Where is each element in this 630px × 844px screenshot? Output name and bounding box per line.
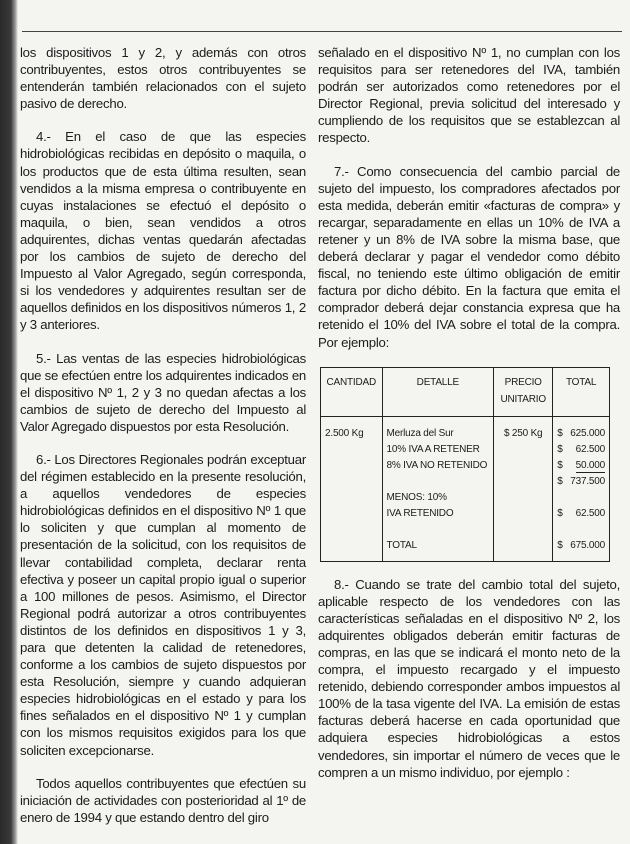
left-column: [20, 44, 306, 842]
paragraph-5: 5.- Las ventas de las especies hidrobiológicas que se efectúen entre los adquirentes indicados en el dispositivo Nº 1, 2 y 3 no quedan afectas a los cambios de sujeto de derecho del Impuesto al Valor Agregado dispuestos por esta Resolución.: [20, 350, 306, 434]
cell-cantidad: 2.500 Kg: [321, 416, 383, 561]
cell-detalle: Merluza del Sur 10% IVA A RETENER 8% IVA NO RETENIDO MENOS: 10% IVA RETENIDO TOTAL: [382, 416, 494, 561]
paragraph-new-contributors: Todos aquellos contribuyentes que efectúen su iniciación de actividades con posterioridad al 1º de enero de 1994 y que estando dentro del giro: [20, 775, 306, 825]
cell-total: $ 625.000 $ 62.500 $ 50.000 $ 737.500 $ 62.500 $ 675.000: [553, 416, 610, 561]
paragraph-continuation: los dispositivos 1 y 2, y además con otros contribuyentes, estos otros contribuyentes se entenderán también relacionados con el sujeto pasivo de derecho.: [20, 45, 306, 112]
header-precio-unitario: PRECIO UNITARIO: [494, 367, 553, 416]
paragraph-4: 4.- En el caso de que las especies hidrobiológicas recibidas en depósito o maquila, o los productos que de esta última resulten, sean vendidos a la misma empresa o contribuyente en cuyas instalaciones se efectuó el depósito o maquila, o bien, sean vendidos a otros adquirentes, dichas ventas quedarán afectadas por los cambios de sujeto de derecho del Impuesto al Valor Agregado, según corresponda, si los vendedores y adquirentes resultan ser de aquellos definidos en los dispositivos números 1, 2 y 3 anteriores.: [20, 129, 306, 333]
table-header-row: [321, 367, 610, 416]
cell-precio: $ 250 Kg: [494, 416, 553, 561]
page-binding-edge: [0, 0, 18, 844]
header-total: TOTAL: [553, 367, 610, 416]
header-rule: [22, 31, 622, 32]
paragraph-7: 7.- Como consecuencia del cambio parcial de sujeto del impuesto, los compradores afectados por esta medida, deberán emitir «facturas de compra» y recargar, separadamente en ellas un 10% de IVA a retener y un 8% de IVA sobre la misma base, que deberá declarar y pagar el vendedor como débito fiscal, no teniendo este último obligación de emitir factura por dicho débito. En la factura que emita el comprador deberá dejar constancia expresa que ha retenido el 10% del IVA sobre el total de la compra. Por ejemplo:: [318, 163, 620, 350]
paragraph-continuation-right: señalado en el dispositivo Nº 1, no cumplan con los requisitos para ser retenedores del IVA, también podrán ser autorizados como retenedores por el Director Regional, previa solicitud del interesado y cumpliendo de los requisitos que se establezcan al respecto.: [318, 45, 620, 146]
header-detalle: DETALLE: [382, 367, 494, 416]
invoice-example-table: [320, 367, 610, 562]
table-row: [321, 416, 610, 561]
paragraph-6: 6.- Los Directores Regionales podrán exceptuar del régimen establecido en la presente resolución, a aquellos vendedores de especies hidrobiológicas definidos en el dispositivo Nº 1 que lo soliciten y que cumplan al momento de presentación de la solicitud, con los requisitos de llevar contabilidad completa, declarar renta efectiva y poseer un capital propio igual o superior a 100 millones de pesos. Asimismo, el Director Regional podrá autorizar a otros contribuyentes distintos de los definidos en dispositivos 1 y 3, para que detenten la calidad de retenedores, conforme a los cambios de sujeto dispuestos por esta Resolución, siempre y cuando adquieran especies hidrobiológicas en el estado y para los fines señalados en el dispositivo Nº 1 y cumplan con los mismos requisitos exigidos para los que soliciten excepcionarse.: [20, 451, 306, 758]
right-column: [318, 44, 620, 797]
paragraph-8: 8.- Cuando se trate del cambio total del sujeto, aplicable respecto de los vendedores con las características señaladas en el dispositivo Nº 2, los adquirentes obligados deberán emitir facturas de compras, en las que se indicará el monto neto de la compra, el impuesto recargado y el impuesto retenido, debiendo corresponder ambos impuestos al 100% de la tasa vigente del IVA. La emisión de estas facturas deberá hacerse en cada oportunidad que adquiera especies hidrobiológicas a estos vendedores, sin importar el número de veces que le compren a un mismo individuo, por ejemplo :: [318, 576, 620, 780]
header-cantidad: CANTIDAD: [321, 367, 383, 416]
